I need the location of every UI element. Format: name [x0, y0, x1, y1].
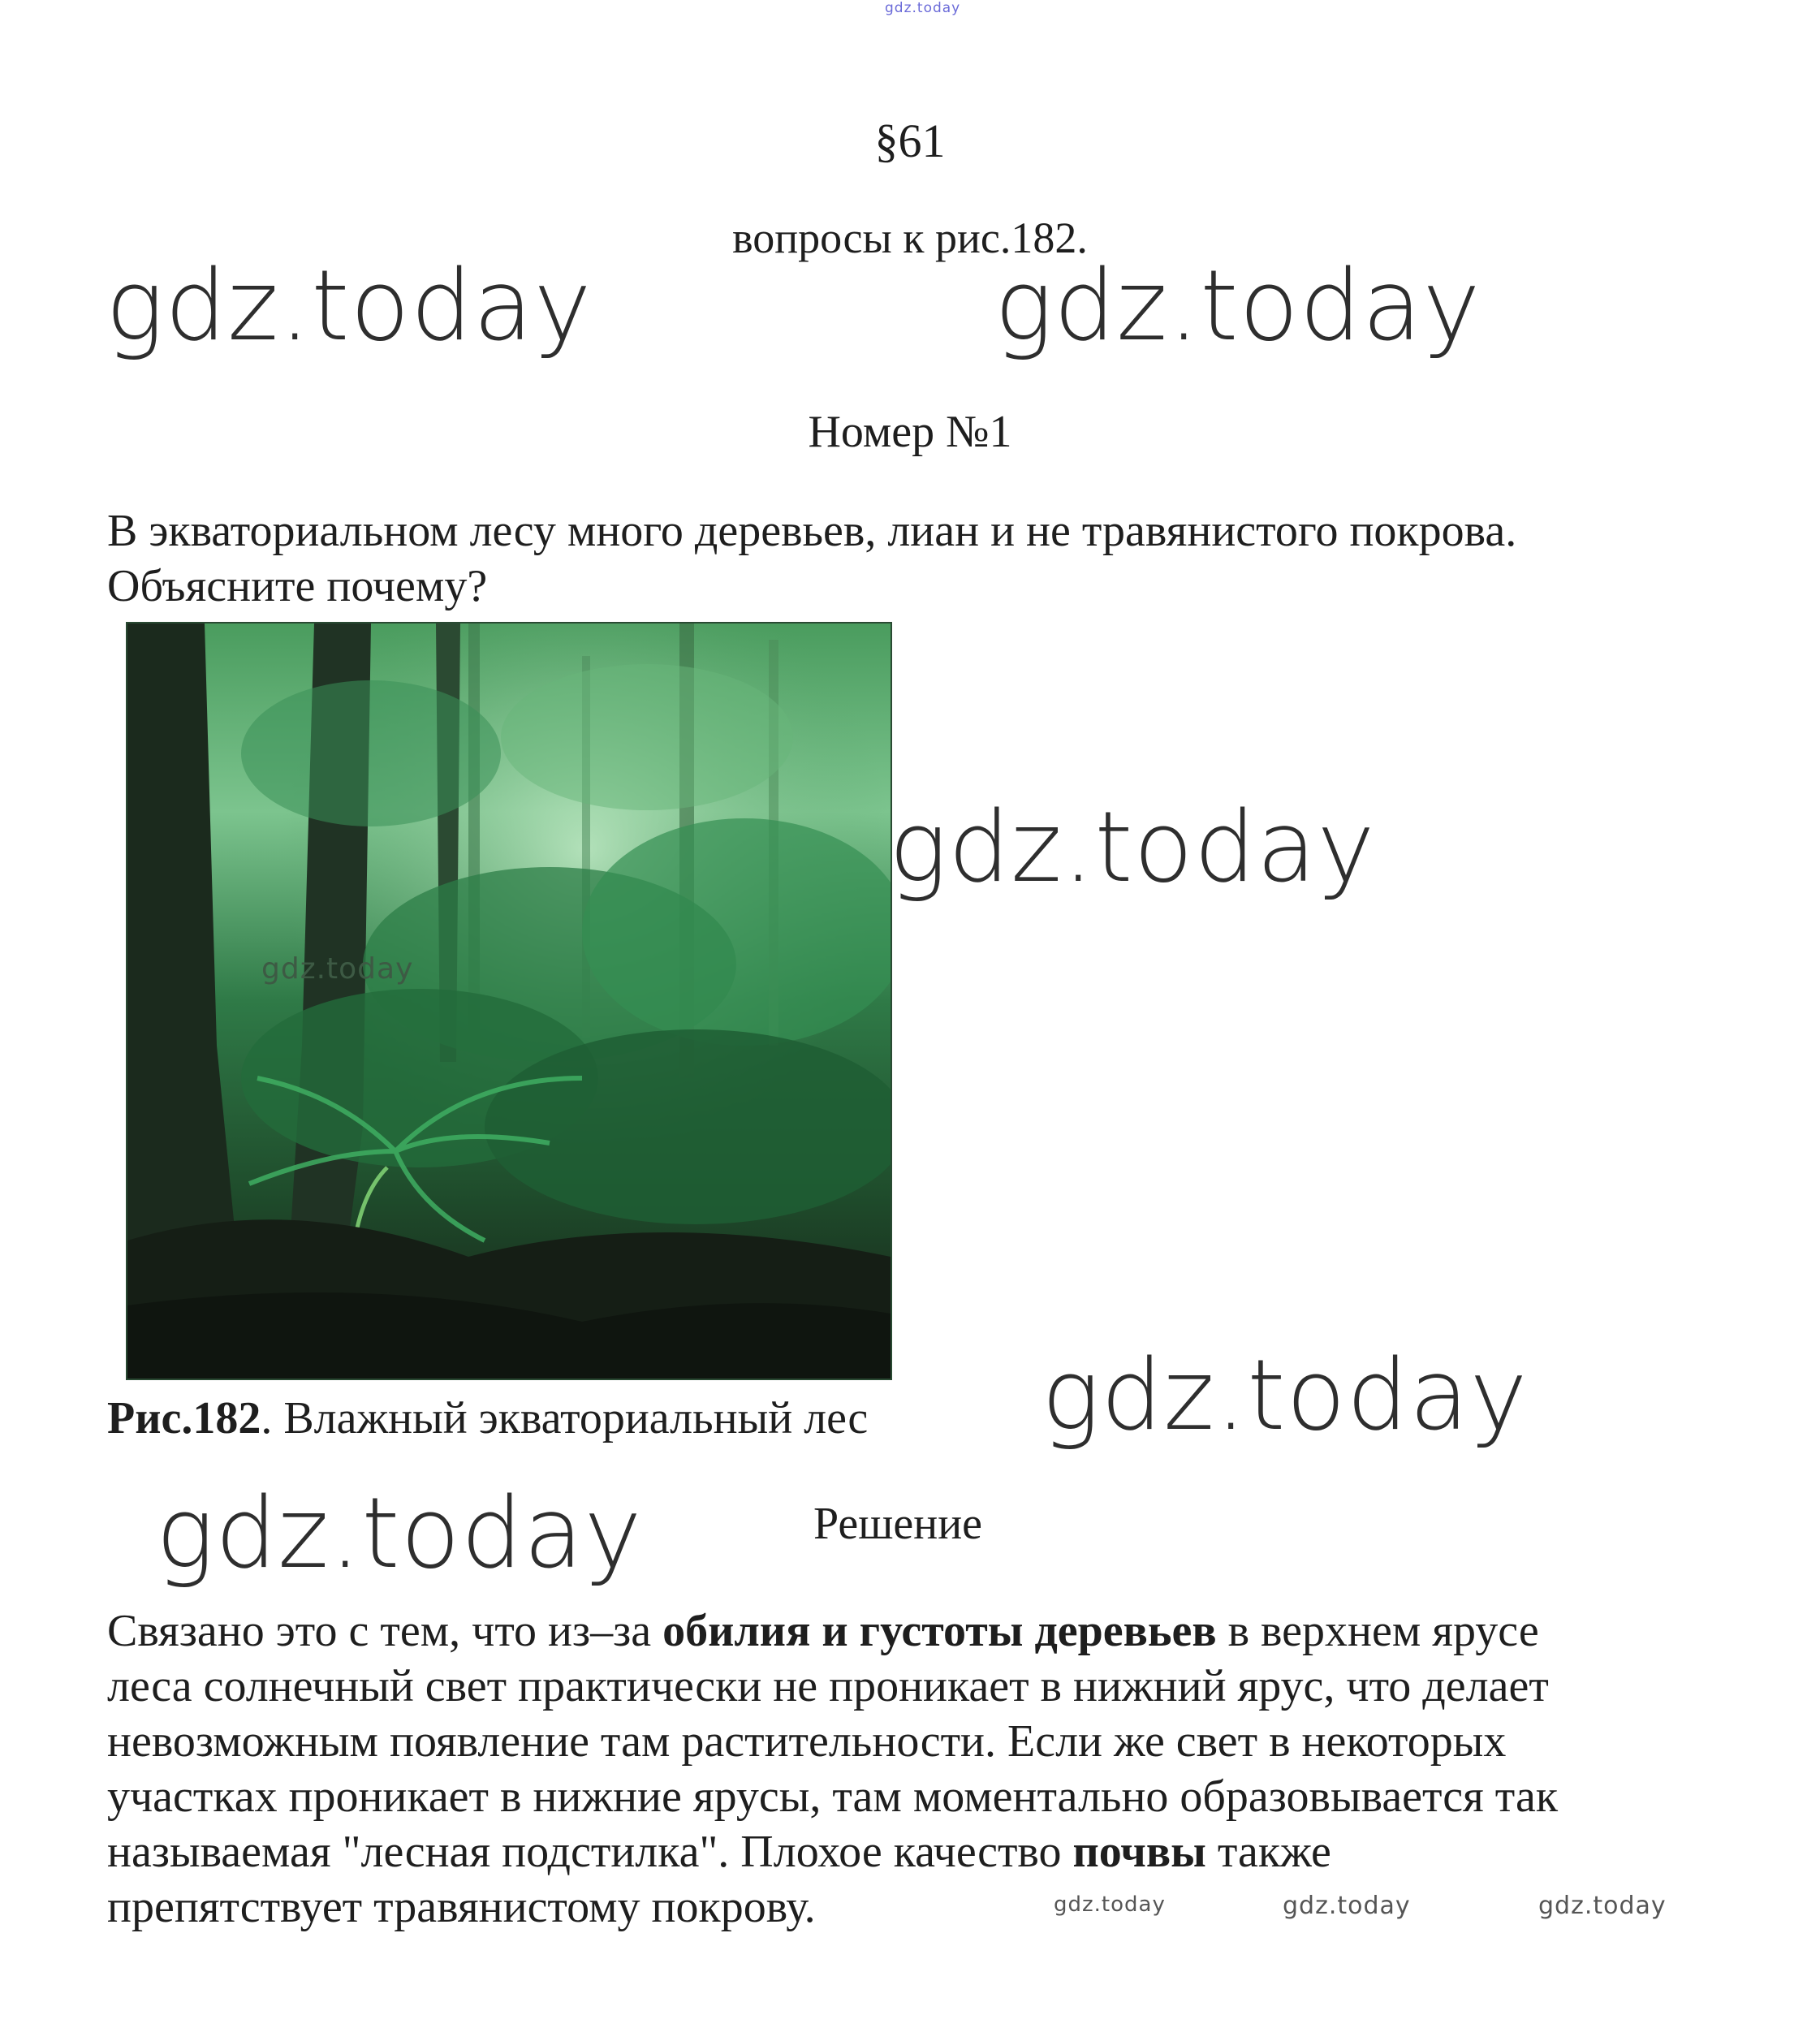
watermark: gdz.today: [156, 1478, 643, 1590]
solution-line-5: называемая "лесная подстилка". Плохое качество почвы также: [107, 1827, 1331, 1877]
solution-text: [107, 1603, 1714, 1935]
solution-line-3: невозможным появление там растительности. Если же свет в некоторых: [107, 1716, 1507, 1767]
rainforest-photo: [126, 622, 892, 1380]
question-line-2: Объясните почему?: [107, 561, 488, 611]
solution-heading: Решение: [813, 1499, 983, 1549]
rainforest-illustration: [127, 624, 891, 1379]
watermark: gdz.today: [994, 250, 1481, 363]
figure-questions-subtitle: вопросы к рис.182.: [732, 214, 1088, 262]
solution-line-2: леса солнечный свет практически не проникает в нижний ярус, что делает: [107, 1661, 1549, 1711]
question-number: Номер №1: [808, 407, 1012, 457]
watermark: gdz.today: [106, 250, 593, 363]
watermark: gdz.today: [1538, 1892, 1667, 1920]
top-watermark: gdz.today: [885, 0, 961, 16]
figure-caption-text: . Влажный экваториальный лес: [261, 1393, 869, 1443]
watermark: gdz.today: [889, 792, 1376, 904]
watermark: gdz.today: [1042, 1340, 1529, 1452]
watermark: gdz.today: [1054, 1892, 1166, 1917]
solution-line-4: участках проникает в нижние ярусы, там моментально образовывается так: [107, 1771, 1559, 1822]
section-number: §61: [874, 114, 946, 167]
figure-caption-label: Рис.182: [107, 1393, 261, 1443]
solution-line-6: препятствует травянистому покрову.: [107, 1882, 816, 1932]
question-line-1: В экваториальном лесу много деревьев, лиан и не травянистого покрова.: [107, 506, 1517, 556]
photo-watermark: gdz.today: [261, 952, 414, 986]
question-text: [107, 503, 1714, 614]
figure-caption: [107, 1392, 868, 1444]
solution-line-1: Связано это с тем, что из–за обилия и густоты деревьев в верхнем ярусе: [107, 1606, 1539, 1656]
watermark: gdz.today: [1283, 1892, 1411, 1920]
